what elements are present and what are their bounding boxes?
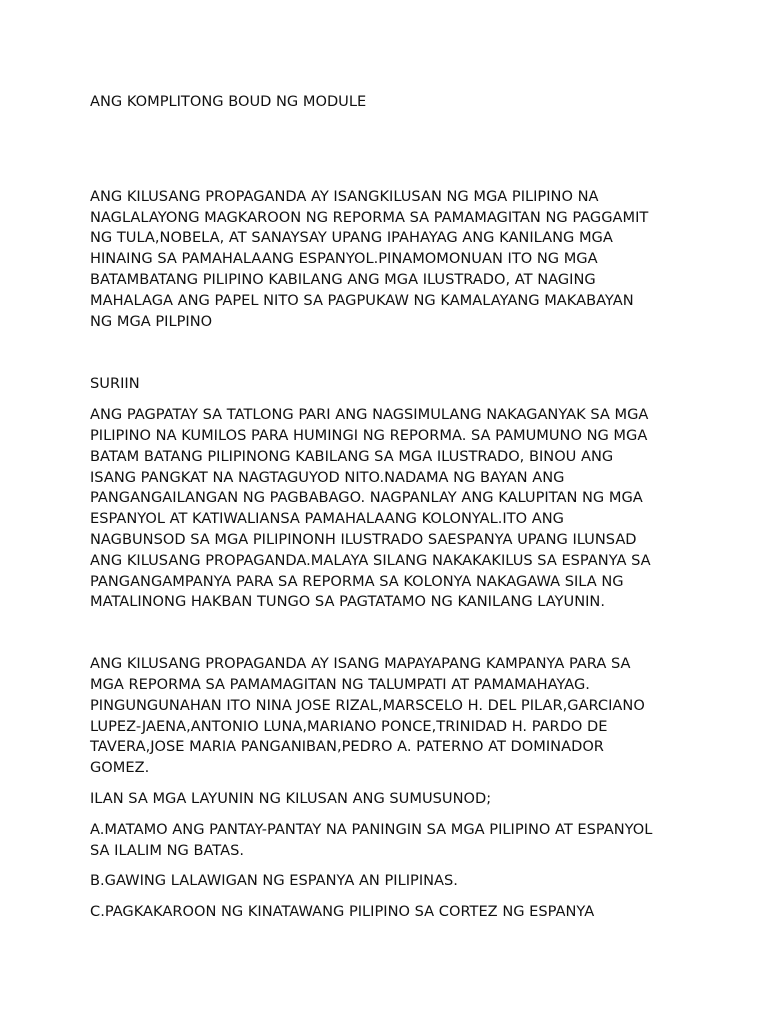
suriin-paragraph: ANG PAGPATAY SA TATLONG PARI ANG NAGSIMULANG NAKAGANYAK SA MGA PILIPINO NA KUMILOS PARA HUMINGI NG REPORMA. SA PAMUMUNO NG MGA BATAM BATANG PILIPINONG KABILANG SA MGA ILUSTRADO, BINOU ANG ISANG PANGKAT NA NAGTAGUYOD NITO.NADAMA NG BAYAN ANG PANGANGAILANGAN NG PAGBABAGO. NAGPANLAY ANG KALUPITAN NG MGA ESPANYOL AT KATIWALIANSA PAMAHALAANG KOLONYAL.ITO ANG NAGBUNSOD SA MGA PILIPINONH ILUSTRADO SAESPANYA UPANG ILUNSAD ANG KILUSANG PROPAGANDA.MALAYA SILANG NAKAKAKILUS SA ESPANYA SA PANGANGAMPANYA PARA SA REPORMA SA KOLONYA NAKAGAWA SILA NG MATALINONG HAKBAN TUNGO SA PAGTATAMO NG KANILANG LAYUNIN. (90, 406, 651, 611)
layunin-intro: ILAN SA MGA LAYUNIN NG KILUSAN ANG SUMUSUNOD; (90, 789, 492, 807)
goal-item-b: B.GAWING LALAWIGAN NG ESPANYA AN PILIPINAS. (90, 872, 458, 890)
section-heading-suriin: SURIIN (90, 375, 140, 393)
document-title: ANG KOMPLITONG BOUD NG MODULE (90, 93, 367, 110)
goal-item-c: C.PAGKAKAROON NG KINATAWANG PILIPINO SA CORTEZ NG ESPANYA (90, 903, 595, 921)
goal-item-a: A.MATAMO ANG PANTAY-PANTAY NA PANINGIN SA MGA PILIPINO AT ESPANYOL SA ILALIM NG BATAS. (90, 820, 653, 859)
intro-paragraph: ANG KILUSANG PROPAGANDA AY ISANGKILUSAN NG MGA PILIPINO NA NAGLALAYONG MAGKAROON NG REPORMA SA PAMAMAGITAN NG PAGGAMIT NG TULA,NOBELA, AT SANAYSAY UPANG IPAHAYAG ANG KANILANG MGA HINAING SA PAMAHALAANG ESPANYOL.PINAMOMONUAN ITO NG MGA BATAMBATANG PILIPINO KABILANG ANG MGA ILUSTRADO, AT NAGING MAHALAGA ANG PAPEL NITO SA PAGPUKAW NG KAMALAYANG MAKABAYAN NG MGA PILPINO (90, 187, 649, 330)
document-page (90, 92, 676, 923)
kilusan-paragraph: ANG KILUSANG PROPAGANDA AY ISANG MAPAYAPANG KAMPANYA PARA SA MGA REPORMA SA PAMAMAGITAN NG TALUMPATI AT PAMAMAHAYAG. PINGUNGUNAHAN ITO NINA JOSE RIZAL,MARSCELO H. DEL PILAR,GARCIANO LUPEZ-JAENA,ANTONIO LUNA,MARIANO PONCE,TRINIDAD H. PARDO DE TAVERA,JOSE MARIA PANGANIBAN,PEDRO A. PATERNO AT DOMINADOR GOMEZ. (90, 655, 645, 777)
